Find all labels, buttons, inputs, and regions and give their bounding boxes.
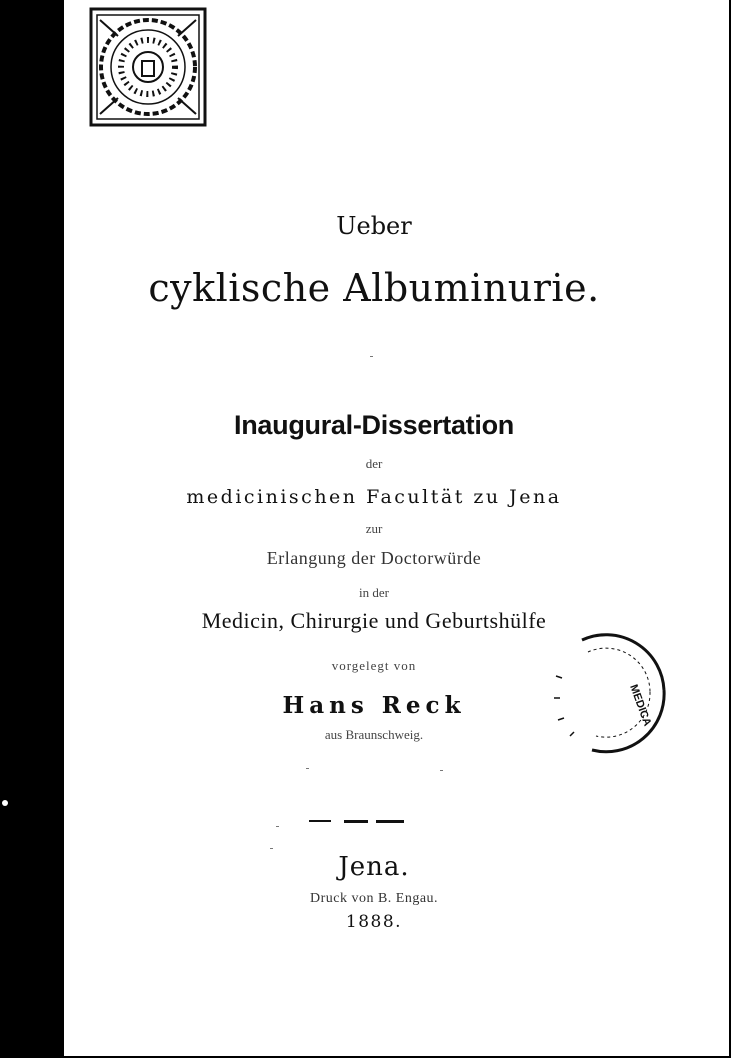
scan-speck xyxy=(306,768,309,769)
stamp-text: MEDICA xyxy=(627,682,654,728)
scan-spine-border xyxy=(0,0,64,1058)
imprint-place: Jena. xyxy=(338,852,410,882)
fields-line: Medicin, Chirurgie und Geburtshülfe xyxy=(201,608,547,633)
ornament-rule xyxy=(309,820,331,822)
scan-speck xyxy=(2,800,8,806)
faculty-line: medicinischen Facultät zu Jena xyxy=(186,486,562,508)
ornament-rule xyxy=(376,820,404,823)
scan-speck xyxy=(440,770,443,771)
dissertation-heading: Inaugural-Dissertation xyxy=(234,410,514,440)
pre-title: Ueber xyxy=(336,212,412,240)
main-title: cyklische Albuminurie. xyxy=(148,266,600,310)
scan-speck xyxy=(270,848,273,849)
author-name: Hans Reck xyxy=(282,692,466,719)
presented-by: vorgelegt von xyxy=(331,658,417,673)
connector-zur: zur xyxy=(365,521,383,536)
author-origin: aus Braunschweig. xyxy=(324,727,424,742)
imprint-printer: Druck von B. Engau. xyxy=(309,891,439,906)
ornament-rule xyxy=(344,820,368,823)
title-page xyxy=(64,0,729,1058)
imprint-year: 1888. xyxy=(345,912,403,932)
degree-line: Erlangung der Doctorwürde xyxy=(266,548,482,568)
scan-speck xyxy=(276,826,279,827)
connector-in-der: in der xyxy=(359,585,389,600)
scan-speck xyxy=(370,356,373,357)
connector-der: der xyxy=(365,456,383,471)
